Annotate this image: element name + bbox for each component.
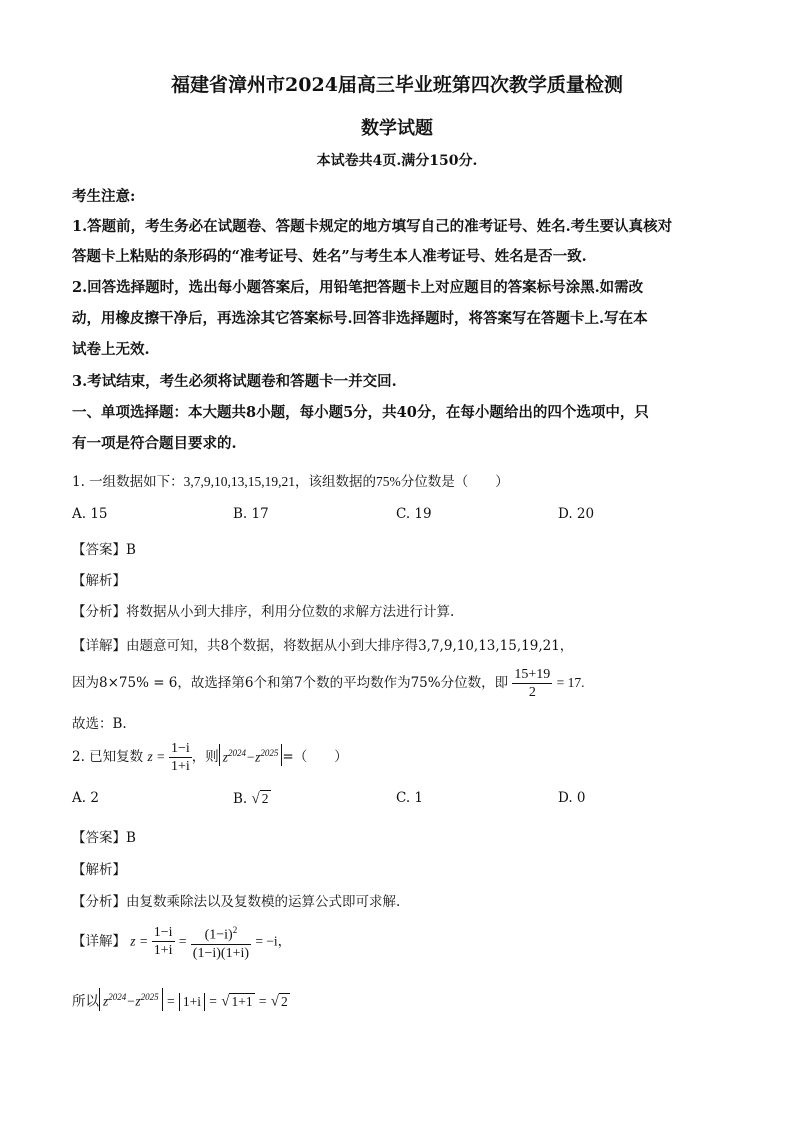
q2-abs-expr xyxy=(219,744,283,767)
q2-detail-frac2-num-base: (1−i) xyxy=(204,927,233,943)
q1-fraction xyxy=(512,666,552,701)
q2-z-base1: z xyxy=(222,749,229,764)
q2-option-b-label: B. xyxy=(233,791,248,807)
q2-so-eq2: = xyxy=(209,993,217,1009)
q1-fenxi: 【分析】将数据从小到大排序，利用分位数的求解方法进行计算. xyxy=(72,604,455,620)
q2-fraction xyxy=(169,740,192,775)
q2-option-a: A. 2 xyxy=(72,790,99,806)
q2-fenxi: 【分析】由复数乘除法以及复数模的运算公式即可求解. xyxy=(72,894,401,910)
q1-detail2 xyxy=(72,666,584,701)
q1-option-a: A. 15 xyxy=(72,506,108,522)
q2-so-sqrt-11: 1+1 xyxy=(231,993,253,1009)
page-subtitle: 数学试题 xyxy=(361,118,433,139)
q1-prefix: 1. 一组数据如下： xyxy=(72,474,184,490)
q2-option-b-radicand: 2 xyxy=(261,791,269,806)
q2-so xyxy=(72,988,290,1011)
q2-detail-frac1 xyxy=(152,924,175,959)
q2-detail-frac1-num: 1−i xyxy=(153,925,173,941)
q2-so-eq1: = xyxy=(166,993,175,1009)
q2-exp2: 2025 xyxy=(260,747,279,758)
section1-line2: 有一项是符合题目要求的. xyxy=(72,435,237,452)
q1-detail2a: 因为8×75% = 6，故选择第6个和第7个数的平均数作为75%分位数，即 xyxy=(72,675,509,691)
q2-so-abs-1i: 1+i xyxy=(179,993,205,1011)
q1-option-c: C. 19 xyxy=(396,506,432,522)
section1-line1: 一、单项选择题：本大题共8小题，每小题5分，共40分，在每小题给出的四个选项中，只 xyxy=(72,404,649,421)
notice-item2-line2: 动，用橡皮擦干净后，再选涂其它答案标号.回答非选择题时，将答案写在答题卡上.写在本 xyxy=(72,310,648,327)
q2-analysis-tag: 【解析】 xyxy=(72,862,126,878)
score-note: 本试卷共4页.满分150分. xyxy=(316,153,478,169)
q1-detail1: 【详解】由题意可知，共8个数据，将数据从小到大排序得3,7,9,10,13,15,19,21， xyxy=(72,638,574,654)
q1-option-d: D. 20 xyxy=(558,506,595,522)
q1-suffix: 分位数是（ ） xyxy=(400,474,509,490)
q2-option-b xyxy=(233,790,271,808)
q2-so-minus: − xyxy=(126,993,136,1009)
q2-detail xyxy=(72,922,291,962)
q2-frac-num: 1−i xyxy=(170,741,190,756)
sqrt-icon: √ xyxy=(251,791,260,807)
q2-so-z2: z xyxy=(135,993,141,1009)
notice-item1-line2: 答题卡上粘贴的条形码的“准考证号、姓名”与考生本人准考证号、姓名是否一致. xyxy=(72,248,587,265)
notice-item2-line3: 试卷上无效. xyxy=(72,341,150,358)
q2-detail-result: = −i， xyxy=(255,933,292,949)
q2-so-exp2: 2025 xyxy=(140,992,159,1002)
q1-data: 3,7,9,10,13,15,19,21 xyxy=(183,474,296,489)
q1-detail2b: = 17. xyxy=(556,675,585,690)
q1-middle: ，该组数据的 xyxy=(295,474,377,490)
sqrt-icon: √ xyxy=(270,993,280,1010)
q2-detail-frac1-den: 1+i xyxy=(153,943,173,959)
q2-so-exp1: 2024 xyxy=(108,992,127,1002)
q2-option-d: D. 0 xyxy=(558,790,586,806)
q1-frac-den: 2 xyxy=(528,685,536,700)
q2-detail-z: z xyxy=(130,933,136,949)
q2-prefix: 2. 已知复数 xyxy=(72,749,144,765)
q2-option-c: C. 1 xyxy=(396,790,424,806)
q1-stem xyxy=(72,470,509,490)
q2-so-eq3: = xyxy=(258,993,267,1009)
q2-eq: = xyxy=(157,749,165,764)
q2-detail-eq1: = xyxy=(139,933,148,949)
q2-frac-den: 1+i xyxy=(170,759,190,774)
q2-detail-frac2-num-exp: 2 xyxy=(232,925,238,935)
q1-frac-num: 15+19 xyxy=(514,667,551,682)
q2-detail-frac2 xyxy=(191,922,251,962)
q2-so-z1: z xyxy=(103,993,109,1009)
q1-answer: 【答案】B xyxy=(72,542,136,558)
q2-detail-frac2-den: (1−i)(1+i) xyxy=(192,945,250,961)
q2-answer: 【答案】B xyxy=(72,830,136,846)
page-title: 福建省漳州市2024届高三毕业班第四次教学质量检测 xyxy=(171,74,623,96)
q2-tail: =（ ） xyxy=(282,749,348,765)
q1-analysis-tag: 【解析】 xyxy=(72,573,126,589)
notice-heading: 考生注意: xyxy=(72,188,136,205)
q2-detail-eq2: = xyxy=(178,933,187,949)
notice-item3: 3.考试结束，考生必须将试题卷和答题卡一并交回. xyxy=(72,373,397,390)
notice-item2-line1: 2.回答选择题时，选出每小题答案后，用铅笔把答题卡上对应题目的答案标号涂黑.如需改 xyxy=(72,279,644,296)
q1-conclusion: 故选：B. xyxy=(72,716,127,732)
q2-so-abs-expr xyxy=(99,988,163,1011)
q2-so-label: 所以 xyxy=(72,993,99,1010)
q2-then: ，则 xyxy=(191,749,219,765)
q2-detail-frac2-num xyxy=(191,922,251,945)
q2-detail-tag: 【详解】 xyxy=(72,933,126,950)
q2-so-sqrt-2: 2 xyxy=(281,993,288,1009)
q1-option-b: B. 17 xyxy=(233,506,269,522)
q2-z: z xyxy=(147,749,153,764)
sqrt-icon: √ xyxy=(221,993,230,1010)
q2-minus: − xyxy=(246,749,256,764)
q2-stem xyxy=(72,740,348,775)
notice-item1-line1: 1.答题前，考生务必在试题卷、答题卡规定的地方填写自己的准考证号、姓名.考生要认真核对 xyxy=(72,218,673,235)
q1-pct: 75% xyxy=(376,474,401,489)
q2-exp1: 2024 xyxy=(228,747,247,758)
q2-z-base2: z xyxy=(255,749,261,764)
